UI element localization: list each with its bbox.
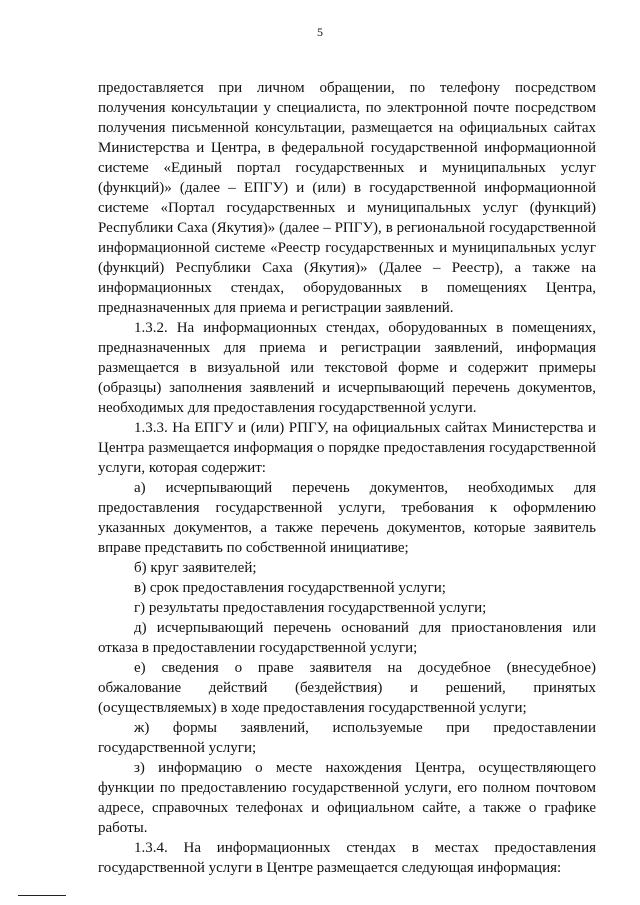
list-item-e: е) сведения о праве заявителя на досудебное (внесудебное) обжалование действий (бездействия) и решений, принятых (осуществляемых) в ходе предоставления государственной услуги; [98, 660, 596, 716]
list-item-b: б) круг заявителей; [134, 560, 257, 576]
list-item-d: д) исчерпывающий перечень оснований для приостановления или отказа в предоставлении государственной услуги; [98, 620, 596, 656]
list-item-zh: ж) формы заявлений, используемые при предоставлении государственной услуги; [98, 720, 596, 756]
document-body [98, 78, 596, 878]
list-item-g: г) результаты предоставления государственной услуги; [134, 600, 487, 616]
list-item-a: а) исчерпывающий перечень документов, необходимых для предоставления государственной услуги, требования к оформлению указанных документов, а также перечень документов, которые заявитель вправе представить по собственной инициативе; [98, 480, 596, 556]
paragraph-1-3-2: 1.3.2. На информационных стендах, оборудованных в помещениях, предназначенных для приема и регистрации заявлений, информация размещается в визуальной или текстовой форме и содержит примеры (образцы) заполнения заявлений и исчерпывающий перечень документов, необходимых для предоставления государственной услуги. [98, 320, 596, 416]
paragraph-continuation: предоставляется при личном обращении, по телефону посредством получения консультации у специалиста, по электронной почте посредством получения письменной консультации, размещается на официальных сайтах Министерства и Центра, в федеральной государственной информационной системе «Единый портал государственных и муниципальных услуг (функций)» (далее – ЕПГУ) и (или) в государственной информационной системе «Портал государственных и муниципальных услуг (функций) Республики Саха (Якутия)» (далее – РПГУ), в региональной государственной информационной системе «Реестр государственных и муниципальных услуг (функций) Республики Саха (Якутия)» (Далее – Реестр), а также на информационных стендах, оборудованных в помещениях Центра, предназначенных для приема и регистрации заявлений. [98, 80, 596, 316]
list-item-z: з) информацию о месте нахождения Центра, осуществляющего функции по предоставлению государственной услуги, его полном почтовом адресе, справочных телефонах и официальном сайте, а также о графике работы. [98, 760, 596, 836]
list-item-v: в) срок предоставления государственной услуги; [134, 580, 446, 596]
page-number: 5 [317, 25, 323, 39]
paragraph-1-3-3: 1.3.3. На ЕПГУ и (или) РПГУ, на официальных сайтах Министерства и Центра размещается информация о порядке предоставления государственной услуги, которая содержит: [98, 420, 596, 476]
footnote-rule [18, 895, 66, 896]
paragraph-1-3-4: 1.3.4. На информационных стендах в местах предоставления государственной услуги в Центре размещается следующая информация: [98, 840, 596, 876]
